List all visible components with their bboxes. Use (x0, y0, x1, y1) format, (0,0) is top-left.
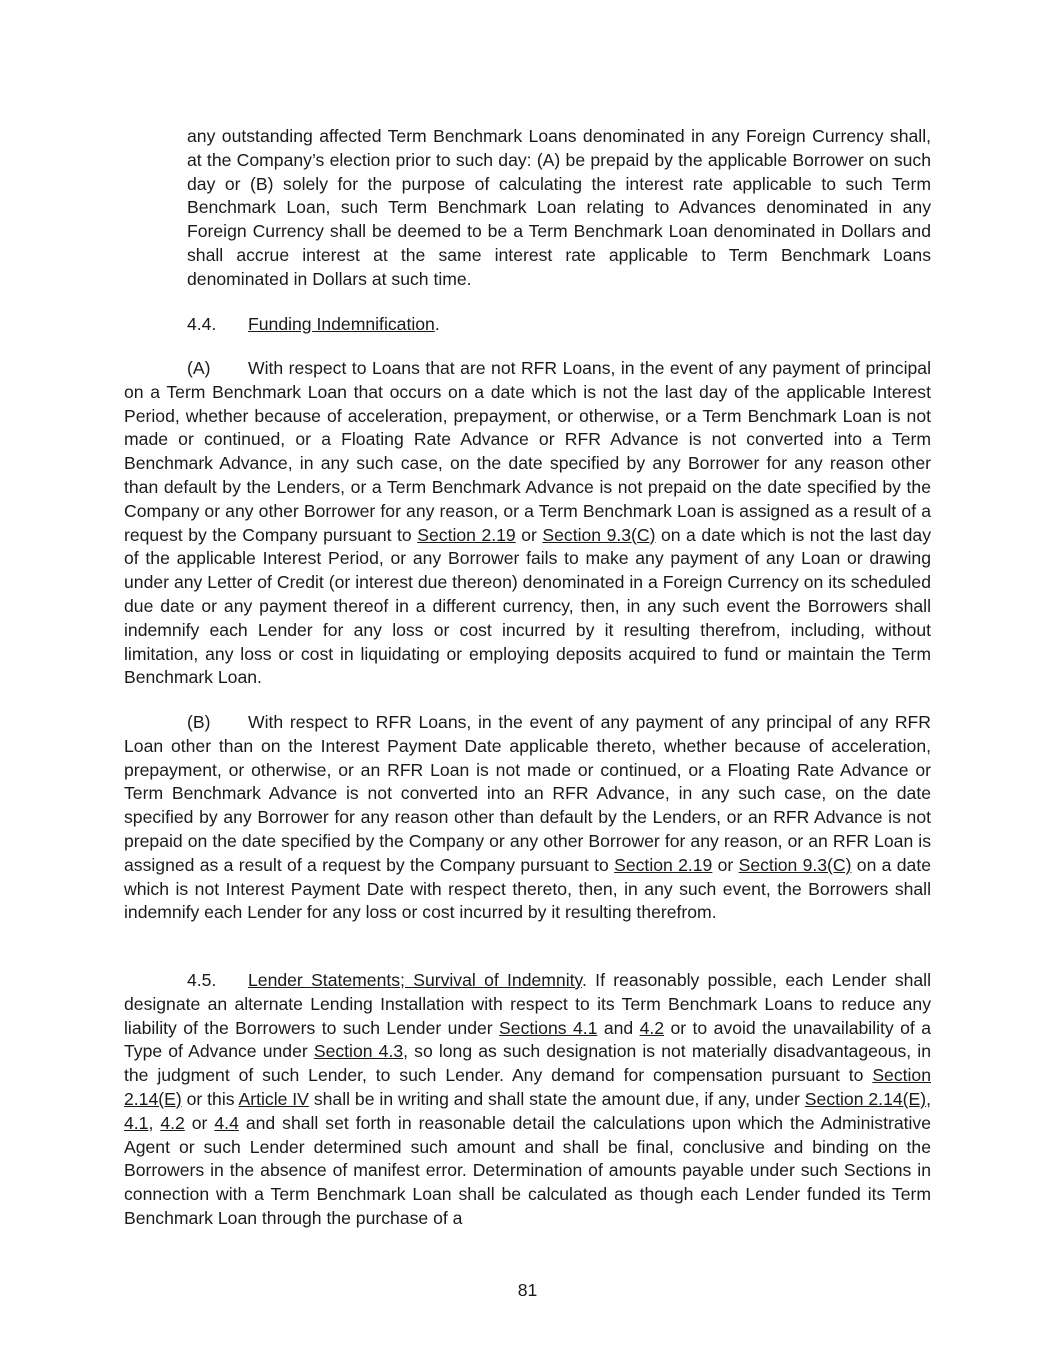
cross-reference: Article IV (238, 1088, 309, 1109)
cross-reference: Sections 4.1 (499, 1017, 598, 1038)
cross-reference: Section 4.3 (313, 1041, 404, 1062)
paragraph-text: or (712, 854, 739, 875)
paragraph-b (124, 711, 931, 925)
paragraph-text: . If reasonably possible, each Lender shall designate an alternate Lending Installation with respect to its Term Benchmark Loans to reduce any liability of the Borrowers to such Lender under (124, 970, 931, 1038)
cross-reference: 4.2 (160, 1112, 185, 1133)
paragraph-text: or (184, 1112, 215, 1133)
paragraph-text: and (597, 1017, 640, 1038)
section-4-5-paragraph (124, 969, 931, 1231)
page-number: 81 (517, 1280, 538, 1300)
paragraph-text: With respect to RFR Loans, in the event of any payment of any principal of any RFR Loan other than on the Interest Payment Date applicable thereto, whether because of acceleration, prepayment, or otherwise, or an RFR Loan is not made or continued, or a Floating Rate Advance or Term Benchmark Advance is not converted into an RFR Advance, in any such case, on the date specified by any Borrower for any reason other than default by the Lenders, or an RFR Advance is not prepaid on the date specified by the Company or any other Borrower for any reason, or an RFR Loan is assigned as a result of a request by the Company pursuant to (124, 712, 931, 875)
paragraph-text: or this (181, 1088, 239, 1109)
paragraph-text: , (926, 1088, 931, 1109)
cross-reference: Section 2.19 (417, 524, 516, 545)
cross-reference: Section 2.19 (614, 854, 713, 875)
section-title: Lender Statements; Survival of Indemnity (248, 970, 583, 990)
cross-reference: Section 2.14(E) (124, 1065, 931, 1109)
cross-reference: 4.4 (214, 1112, 239, 1133)
paragraph-text: , so long as such designation is not materially disadvantageous, in the judgment of such Lender, to such Lender. Any demand for compensation pursuant to (124, 1041, 931, 1086)
section-number: 4.4. (187, 314, 217, 334)
cross-reference: Section 9.3(C) (542, 524, 656, 545)
title-period: . (434, 314, 440, 334)
paragraph-text: , (148, 1112, 161, 1133)
continuation-paragraph: any outstanding affected Term Benchmark Loans denominated in any Foreign Currency shall, at the Company’s election prior to such day: (A) be prepaid by the applicable Borrower on such day or (B) solely for the purpose of calculating the interest rate applicable to such Term Benchmark Loan, such Term Benchmark Loan relating to Advances denominated in any Foreign Currency shall be deemed to be a Term Benchmark Loan denominated in Dollars and shall accrue interest at the same interest rate applicable to Term Benchmark Loans denominated in Dollars at such time. (187, 126, 931, 289)
cross-reference: 4.1 (124, 1112, 149, 1133)
cross-reference: Section 9.3(C) (738, 854, 852, 875)
section-4-4-heading (187, 313, 440, 337)
paragraph-text: shall be in writing and shall state the amount due, if any, under (308, 1088, 805, 1109)
paragraph-label: (A) (187, 358, 211, 378)
paragraph-text: or (515, 524, 543, 545)
paragraph-label: (B) (187, 712, 211, 732)
cross-reference: 4.2 (639, 1017, 665, 1038)
section-title: Funding Indemnification (248, 314, 435, 334)
section-number: 4.5. (187, 970, 217, 990)
paragraph-text: or to avoid the unavailability of a Type of Advance under (124, 1017, 931, 1062)
paragraph-text: With respect to Loans that are not RFR Loans, in the event of any payment of principal on a Term Benchmark Loan that occurs on a date which is not the last day of the applicable Interest Period, whether because of acceleration, prepayment, or otherwise, or a Term Benchmark Loan is not made or continued, or a Floating Rate Advance or RFR Advance is not converted into a Term Benchmark Advance, in any such case, on the date specified by any Borrower for any reason other than default by the Lenders, or a Term Benchmark Advance is not prepaid on the date specified by the Company or any other Borrower for any reason, or a Term Benchmark Loan is assigned as a result of a request by the Company pursuant to (124, 358, 931, 545)
paragraph-text: on a date which is not Interest Payment Date with respect thereto, then, in any such event, the Borrowers shall indemnify each Lender for any loss or cost incurred by it resulting therefrom. (124, 854, 931, 923)
paragraph-text: and shall set forth in reasonable detail the calculations upon which the Administrative Agent or such Lender determined such amount and shall be final, conclusive and binding on the Borrowers in the absence of manifest error. Determination of amounts payable under such Sections in connection with a Term Benchmark Loan shall be calculated as though each Lender funded its Term Benchmark Loan through the purchase of a (124, 1112, 931, 1228)
paragraph-a (124, 357, 931, 690)
cross-reference: Section 2.14(E) (804, 1088, 927, 1109)
paragraph-text: on a date which is not the last day of the applicable Interest Period, or any Borrower fails to make any payment of any Loan or drawing under any Letter of Credit (or interest due thereon) denominated in a Foreign Currency on its scheduled due date or any payment thereof in a different currency, then, in any such event the Borrowers shall indemnify each Lender for any loss or cost incurred by it resulting therefrom, including, without limitation, any loss or cost in liquidating or employing deposits acquired to fund or maintain the Term Benchmark Loan. (124, 524, 932, 688)
